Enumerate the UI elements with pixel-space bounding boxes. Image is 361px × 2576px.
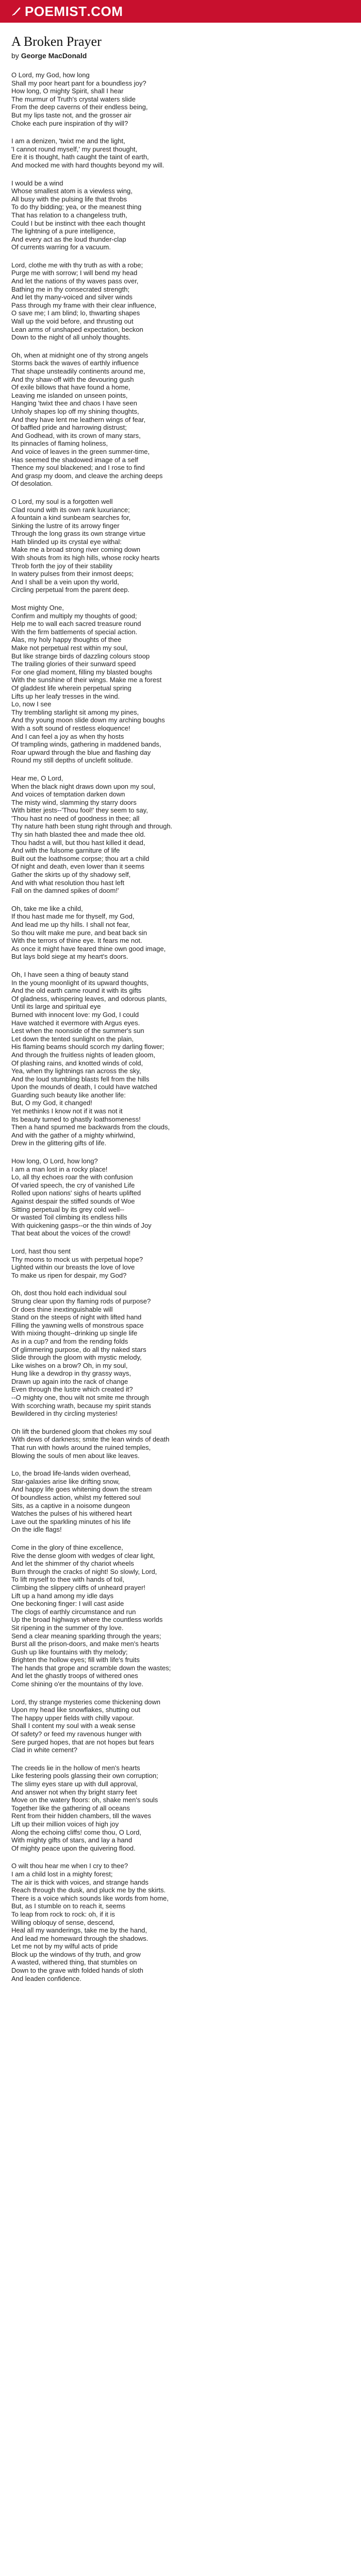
poem-line: Oh, I have seen a thing of beauty stand: [11, 970, 128, 978]
poem-line: So thou wilt make me pure, and beat back sin: [11, 928, 147, 937]
poem-line: O Lord, my God, how long: [11, 71, 90, 79]
poem-line: Let down the tented sunlight on the plain,: [11, 1035, 134, 1043]
poem-line: But my lips taste not, and the grosser air: [11, 111, 132, 119]
poem-line: With dews of darkness; smite the lean winds of death: [11, 1435, 170, 1444]
stanza: [11, 71, 350, 127]
stanza: [11, 137, 350, 169]
poem-line: To lift myself to thee with hands of toil,: [11, 1575, 124, 1584]
poem-line: Burned with innocent love: my God, I could: [11, 1010, 139, 1019]
logo-suffix: .COM: [87, 3, 123, 19]
poem-line: Come shining o'er the mountains of thy love.: [11, 1680, 144, 1688]
poem-line: The happy upper fields with chilly vapour.: [11, 1714, 134, 1722]
poem-line: Drawn up again into the rack of change: [11, 1377, 128, 1385]
stanza: [11, 1247, 350, 1279]
poem-line: And answer not when thy bright starry feet: [11, 1788, 137, 1796]
poem-line: And lead me homeward through the shadows.: [11, 1934, 149, 1942]
poem-line: Against despair the stiffed sounds of Woe: [11, 1197, 135, 1205]
poem-line: Lord, hast thou sent: [11, 1247, 71, 1255]
poem-line: But, as I stumble on to reach it, seems: [11, 1902, 126, 1910]
stanza: [11, 774, 350, 895]
poem-line: And voices of temptation darken down: [11, 790, 125, 799]
poem-line: Clad round with its own rank luxuriance;: [11, 505, 130, 514]
poem-line: Lord, clothe me with thy truth as with a robe;: [11, 261, 143, 269]
poem-line: Of gladness, whispering leaves, and odorous plants,: [11, 994, 167, 1003]
poem-line: Lest when the noonside of the summer's sun: [11, 1027, 144, 1035]
poem-author[interactable]: George MacDonald: [21, 52, 87, 60]
poem-line: Has seemed the shadowed image of a self: [11, 455, 138, 464]
poem-line: I am a child lost in a mighty forest;: [11, 1870, 113, 1878]
poem-line: And grasp my doom, and cleave the arching deeps: [11, 471, 163, 480]
poem-line: But lays bold siege at my heart's doors.: [11, 953, 128, 961]
poem-line: 'Thou hast no need of goodness in thee; all: [11, 814, 140, 822]
poem-line: And leaden confidence.: [11, 1974, 81, 1982]
poem-line: Send a clear meaning sparkling through the years;: [11, 1632, 161, 1640]
poem-line: Confirm and multiply my thoughts of good;: [11, 612, 137, 620]
poem-line: And with the fulsome garniture of life: [11, 846, 120, 855]
poem-line: Stand on the steeps of night with lifted hand: [11, 1313, 142, 1321]
poem-line: And let thy many-voiced and silver winds: [11, 293, 133, 301]
poem-line: Oh, when at midnight one of thy strong angels: [11, 351, 149, 359]
poem-line: Let me not by my wilful acts of pride: [11, 1942, 118, 1951]
stanza: [11, 351, 350, 488]
poem-line: Upon my head like snowflakes, shutting out: [11, 1706, 141, 1714]
poem-line: The air is thick with voices, and strange hands: [11, 1878, 149, 1886]
poem-line: That run with howls around the ruined temples,: [11, 1444, 151, 1452]
poem-line: Make me a broad strong river coming down: [11, 546, 141, 554]
poem-line: Slide through the gloom with mystic melody,: [11, 1353, 142, 1362]
poem-line: Shall my poor heart pant for a boundless joy?: [11, 79, 146, 87]
poem-line: If thou hast made me for thyself, my God,: [11, 912, 135, 921]
poem-line: The hands that grope and scramble down the wastes;: [11, 1664, 171, 1672]
poem-line: Pass through my frame with their clear influence,: [11, 301, 157, 309]
poem-line: Round my still depths of unclefit solitude.: [11, 756, 133, 765]
poem-line: Hear me, O Lord,: [11, 774, 63, 782]
poem-line: Star-galaxies arise like drifting snow,: [11, 1477, 120, 1485]
poem-line: With bitter jests--'Thou fool!' they seem to say,: [11, 806, 148, 815]
poem-line: Sit ripening in the summer of thy love.: [11, 1623, 124, 1632]
poem-line: Bewildered in thy circling mysteries!: [11, 1410, 118, 1418]
poem-line: Whose smallest atom is a viewless wing,: [11, 187, 133, 195]
poem-line: Wall up the void before, and thrusting out: [11, 317, 134, 326]
quill-icon: [11, 6, 22, 16]
poem-line: O wilt thou hear me when I cry to thee?: [11, 1862, 128, 1870]
poem-line: Burst all the prison-doors, and make men's hearts: [11, 1640, 159, 1648]
poem-line: With the sunshine of their wings. Make me a forest: [11, 676, 162, 684]
site-logo[interactable]: [11, 4, 123, 20]
poem-line: Thy sin hath blasted thee and made thee old.: [11, 831, 146, 839]
poem-line: Strung clear upon thy flaming rods of purpose?: [11, 1297, 151, 1305]
poem-line: Of safety? or feed my ravenous hunger with: [11, 1730, 142, 1738]
poem-line: Throb forth the joy of their stability: [11, 562, 112, 570]
poem-line: Up the broad highways where the countless worlds: [11, 1616, 163, 1624]
poem-line: Until its large and spiritual eye: [11, 1003, 101, 1011]
poem-line: That shape unsteadily continents around me,: [11, 367, 145, 375]
poem-line: 'I cannot round myself,' my purest thought,: [11, 145, 138, 153]
poem-line: Yea, when thy lightnings ran across the sky,: [11, 1067, 141, 1075]
poem-line: On the idle flags!: [11, 1526, 62, 1534]
stanza: [11, 1428, 350, 1460]
poem-line: The slimy eyes stare up with dull approval,: [11, 1780, 138, 1788]
logo-text: POEMIST: [25, 3, 87, 19]
site-header: [0, 0, 361, 23]
poem-line: Along the echoing cliffs! come thou, O Lord,: [11, 1828, 141, 1836]
poem-line: Sits, as a captive in a noisome dungeon: [11, 1501, 130, 1510]
poem-line: To make us ripen for despair, my God?: [11, 1271, 127, 1279]
poem-line: And voice of leaves in the green summer-time,: [11, 447, 150, 455]
poem-line: Even through the lustre which created it?: [11, 1385, 133, 1394]
poem-line: Oh, dost thou hold each individual soul: [11, 1289, 127, 1297]
poem-title: A Broken Prayer: [11, 34, 102, 49]
poem-line: Lo, all thy echoes roar the with confusion: [11, 1173, 133, 1181]
poem-line: And I can feel a joy as when thy hosts: [11, 732, 124, 740]
poem-line: Gather the skirts up of thy shadowy self,: [11, 871, 131, 879]
poem-line: The misty wind, slamming thy starry doors: [11, 798, 137, 806]
poem-line: I am a man lost in a rocky place!: [11, 1165, 108, 1173]
poem-line: And I shall be a vein upon thy world,: [11, 578, 119, 586]
poem-line: And let the ghastly troops of withered ones: [11, 1672, 138, 1680]
poem-line: Of boundless action, whilst my fettered soul: [11, 1494, 141, 1501]
poem-line: How long, O Lord, how long?: [11, 1157, 98, 1165]
poem-line: Move on the watery floors: oh, shake men's souls: [11, 1796, 158, 1804]
poem-line: Lord, thy strange mysteries come thickening down: [11, 1698, 161, 1706]
stanza: [11, 905, 350, 961]
poem-line: With scorching wrath, because my spirit stands: [11, 1401, 151, 1410]
poem-line: That beat about the voices of the crowd!: [11, 1229, 131, 1238]
poem-line: A wasted, withered thing, that stumbles on: [11, 1958, 137, 1967]
poem-line: Hanging 'twixt thee and chaos I have seen: [11, 399, 137, 408]
poem-line: All busy with the pulsing life that throbs: [11, 195, 127, 203]
poem-line: When the black night draws down upon my soul,: [11, 782, 155, 790]
stanza: [11, 261, 350, 342]
byline: [11, 52, 350, 60]
stanza: [11, 1289, 350, 1418]
poem-line: Upon the mounds of death, I could have watched: [11, 1083, 157, 1091]
poem-line: Of currents warring for a vacuum.: [11, 243, 111, 251]
poem-line: To leap from rock to rock: oh, if it is: [11, 1910, 115, 1918]
poem-line: Its pinnacles of flaming holiness,: [11, 439, 108, 448]
poem-line: In watery pulses from their inmost deeps;: [11, 570, 134, 578]
poem-line: Through the long grass its own strange virtue: [11, 530, 146, 538]
poem-line: Sinking the lustre of its arrowy finger: [11, 521, 120, 530]
poem-line: Purge me with sorrow; I will bend my head: [11, 269, 138, 277]
poem-line: For one glad moment, filling my blasted boughs: [11, 668, 153, 676]
stanza: [11, 604, 350, 765]
poem-line: Like wishes on a brow? Oh, in my soul,: [11, 1361, 128, 1369]
poem-line: Rent from their hidden chambers, till the waves: [11, 1812, 151, 1820]
poem-line: O save me; I am blind; lo, thwarting shapes: [11, 309, 140, 317]
poem-line: Drew in the glittering gifts of life.: [11, 1139, 107, 1147]
poem-line: Burn through the cracks of night! So slowly, Lord,: [11, 1567, 157, 1575]
poem-line: And the loud stumbling blasts fell from the hills: [11, 1075, 150, 1083]
poem-line: How long, O mighty Spirit, shall I hear: [11, 87, 124, 95]
poem-line: Ere it is thought, hath caught the taint of earth,: [11, 153, 149, 161]
poem-line: Thence my soul blackened; and I rose to find: [11, 464, 145, 472]
poem-line: Of varied speech, the cry of vanished Life: [11, 1181, 135, 1189]
poem-line: Bathing me in thy consecrated strength;: [11, 285, 130, 293]
poem-line: The clogs of earthly circumstance and run: [11, 1607, 136, 1616]
poem-line: And mocked me with hard thoughts beyond my will.: [11, 161, 165, 169]
poem-line: Thy nature hath been stung right through and through.: [11, 822, 173, 831]
poem-line: Of exile billows that have found a home,: [11, 383, 130, 392]
poem-line: With the firm battlements of special action.: [11, 628, 138, 636]
poem-line: Alas, my holy happy thoughts of thee: [11, 636, 122, 644]
poem-line: Willing obloquy of sense, descend,: [11, 1918, 115, 1926]
stanza: [11, 1764, 350, 1853]
poem-line: Rive the dense gloom with wedges of clear light,: [11, 1551, 155, 1560]
poem-line: I am a denizen, 'twixt me and the light,: [11, 137, 125, 145]
poem-line: Rolled upon nations' sighs of hearts uplifted: [11, 1189, 141, 1197]
poem-line: Of glimmering purpose, do all thy naked stars: [11, 1345, 146, 1353]
stanza: [11, 498, 350, 594]
poem-line: Fall on the damned spikes of doom!': [11, 887, 119, 895]
poem-line: Circling perpetual from the parent deep.: [11, 586, 130, 594]
poem-line: As once it might have feared thine own good image,: [11, 944, 166, 953]
poem-line: Gush up like fountains with thy melody;: [11, 1648, 128, 1656]
poem-line: Or wasted Toil climbing its endless hills: [11, 1213, 127, 1222]
poem-line: Of desolation.: [11, 480, 53, 488]
poem-body: [11, 71, 350, 1982]
poem-line: Heal all my wanderings, take me by the hand,: [11, 1926, 147, 1935]
poem-line: Lift up a hand among my idle days: [11, 1591, 114, 1600]
poem-line: Of gladdest life wherein perpetual spring: [11, 684, 132, 692]
poem-line: With a soft sound of restless eloquence!: [11, 724, 130, 732]
poem-line: O Lord, my soul is a forgotten well: [11, 497, 113, 505]
poem-line: Filling the yawning wells of monstrous space: [11, 1321, 144, 1329]
poem-line: Oh, take me like a child,: [11, 904, 83, 912]
poem-line: Thou hadst a will, but thou hast killed it dead,: [11, 838, 145, 846]
poem-line: But, O my God, it changed!: [11, 1099, 92, 1107]
poem-line: Reach through the dusk, and pluck me by the skirts.: [11, 1886, 166, 1894]
poem-line: Blowing the souls of men about like leaves.: [11, 1451, 140, 1460]
poem-line: Block up the windows of thy truth, and grow: [11, 1950, 141, 1958]
poem-line: The murmur of Truth's crystal waters slide: [11, 95, 136, 103]
poem-line: Lift up their million voices of high joy: [11, 1820, 119, 1828]
poem-line: And with what resolution thou hast left: [11, 878, 124, 887]
poem-line: Most mighty One,: [11, 604, 64, 612]
poem-line: Roar upward through the blue and flashing day: [11, 748, 151, 756]
poem-line: Have watched it evermore with Argus eyes.: [11, 1019, 140, 1027]
poem-line: Storms back the waves of earthly influence: [11, 359, 139, 367]
poem-line: Down to the grave with folded hands of sloth: [11, 1967, 143, 1975]
poem-line: Lo, now I see: [11, 700, 52, 708]
poem-line: Its beauty turned to ghastly loathsomeness!: [11, 1115, 141, 1123]
poem-line: Climbing the slippery cliffs of unheard prayer!: [11, 1583, 145, 1591]
stanza: [11, 971, 350, 1147]
poem-line: Hath blinded up its crystal eye withal:: [11, 537, 122, 546]
poem-line: And happy life goes whitening down the stream: [11, 1485, 152, 1494]
poem-line: Thy trembling starlight sit among my pines,: [11, 708, 139, 716]
poem-line: Sere purged hopes, that are not hopes but fears: [11, 1738, 154, 1746]
poem-line: The trailing glories of their sunward speed: [11, 660, 136, 668]
poem-line: Help me to wall each sacred treasure round: [11, 620, 141, 628]
poem-line: Leaving me islanded on unseen points,: [11, 391, 128, 399]
poem-line: Then a hand spurned me backwards from the clouds,: [11, 1123, 170, 1131]
poem-line: From the deep caverns of their endless being,: [11, 103, 148, 111]
poem-line: One beckoning finger: I will cast aside: [11, 1600, 124, 1608]
poem-line: With quickening gasps--or the thin winds of Joy: [11, 1221, 152, 1229]
poem-line: And lead me up thy hills. I shall not fear,: [11, 921, 130, 928]
poem-line: Lo, the broad life-lands widen overhead,: [11, 1469, 131, 1478]
poem-line: Together like the gathering of all oceans: [11, 1804, 130, 1812]
poem-line: There is a voice which sounds like words from home,: [11, 1894, 169, 1902]
poem-line: --O mighty one, thou wilt not smite me through: [11, 1394, 149, 1402]
poem-line: As in a cup? and from the rending folds: [11, 1337, 128, 1345]
poem-line: With shouts from its high hills, whose rocky hearts: [11, 554, 160, 562]
poem-line: Hung like a dewdrop in thy grassy ways,: [11, 1369, 131, 1378]
stanza: [11, 1698, 350, 1754]
poem-line: That has relation to a changeless truth,: [11, 211, 127, 219]
poem-line: Like festering pools glassing their own corruption;: [11, 1772, 158, 1780]
poem-line: In the young moonlight of its upward thoughts,: [11, 978, 149, 987]
poem-line: And thy young moon slide down my arching boughs: [11, 716, 165, 724]
poem-line: I would be a wind: [11, 179, 63, 187]
byline-prefix: by: [11, 52, 19, 60]
poem-line: And they have lent me leathern wings of fear,: [11, 415, 146, 423]
poem-line: Choke each pure inspiration of thy will?: [11, 119, 128, 127]
poem-line: With mighty gifts of stars, and lay a hand: [11, 1836, 133, 1844]
stanza: [11, 1469, 350, 1534]
stanza: [11, 1862, 350, 1982]
poem-line: Sitting perpetual by its grey cold well--: [11, 1205, 124, 1213]
poem-line: Down to the night of all unholy thoughts.: [11, 333, 131, 342]
poem-line: Oh lift the burdened gloom that chokes my soul: [11, 1427, 152, 1435]
poem-line: Guarding such beauty like another life:: [11, 1091, 126, 1099]
poem-line: And Godhead, with its crown of many stars,: [11, 431, 141, 439]
poem-line: Of baffled pride and harrowing distrust;: [11, 423, 127, 432]
poem-line: With the terrors of thine eye. It fears me not.: [11, 937, 142, 945]
poem-line: Brighten the hollow eyes; fill with life's fruits: [11, 1656, 140, 1664]
poem-line: A fountain a kind sunbeam searches for,: [11, 514, 131, 522]
poem-line: Thy moons to mock us with perpetual hope?: [11, 1255, 143, 1263]
poem-line: The creeds lie in the hollow of men's hearts: [11, 1764, 140, 1772]
poem-line: And with the gather of a mighty whirlwind,: [11, 1131, 135, 1139]
poem-line: And let the shimmer of thy chariot wheels: [11, 1560, 134, 1568]
poem-line: And every act as the loud thunder-clap: [11, 235, 126, 243]
poem-line: And through the fruitless nights of leaden gloom,: [11, 1050, 155, 1059]
poem-line: Lean arms of unshaped expectation, beckon: [11, 325, 143, 333]
poem-line: Clad in white cement?: [11, 1746, 77, 1754]
poem-line: And the old earth came round it with its gifts: [11, 987, 142, 995]
poem-line: Of mighty peace upon the quivering flood.: [11, 1844, 136, 1852]
poem-line: Could I but be instinct with thee each thought: [11, 219, 145, 227]
stanza: [11, 1157, 350, 1238]
poem-line: And let the nations of thy waves pass over,: [11, 277, 139, 285]
poem-line: Lifts up her leafy tresses in the wind.: [11, 692, 120, 700]
poem-line: Of plashing rains, and knotted winds of cold,: [11, 1059, 143, 1067]
poem-line: Of trampling winds, gathering in maddened bands,: [11, 740, 161, 749]
poem-line: Make not perpetual rest within my soul,: [11, 644, 128, 652]
poem-line: The lightning of a pure intelligence,: [11, 227, 116, 235]
poem-line: Of night and death, even lower than it seems: [11, 862, 144, 871]
poem-line: But like strange birds of dazzling colours stoop: [11, 652, 150, 660]
poem-line: To do thy bidding; yea, or the meanest thing: [11, 203, 142, 211]
poem-line: Built out the loathsome corpse; thou art a child: [11, 854, 150, 862]
poem-line: Unholy shapes lop off my shining thoughts,: [11, 407, 139, 415]
poem-content: [0, 23, 361, 1982]
poem-line: Shall I content my soul with a weak sense: [11, 1722, 136, 1730]
poem-line: And thy shaw-off with the devouring gush: [11, 375, 134, 383]
poem-line: His flaming beams should scorch my darling flower;: [11, 1043, 165, 1051]
poem-line: Watches the pulses of his withered heart: [11, 1510, 132, 1518]
stanza: [11, 1544, 350, 1688]
stanza: [11, 179, 350, 251]
poem-line: With mixing thought--drinking up single life: [11, 1329, 138, 1337]
poem-line: Yet methinks I know not if it was not it: [11, 1107, 123, 1115]
poem-line: Lave out the sparkling minutes of his life: [11, 1517, 131, 1526]
poem-line: Lighted within our breasts the love of love: [11, 1263, 135, 1272]
poem-line: Come in the glory of thine excellence,: [11, 1543, 123, 1551]
poem-line: Or does thine inextinguishable will: [11, 1305, 113, 1313]
